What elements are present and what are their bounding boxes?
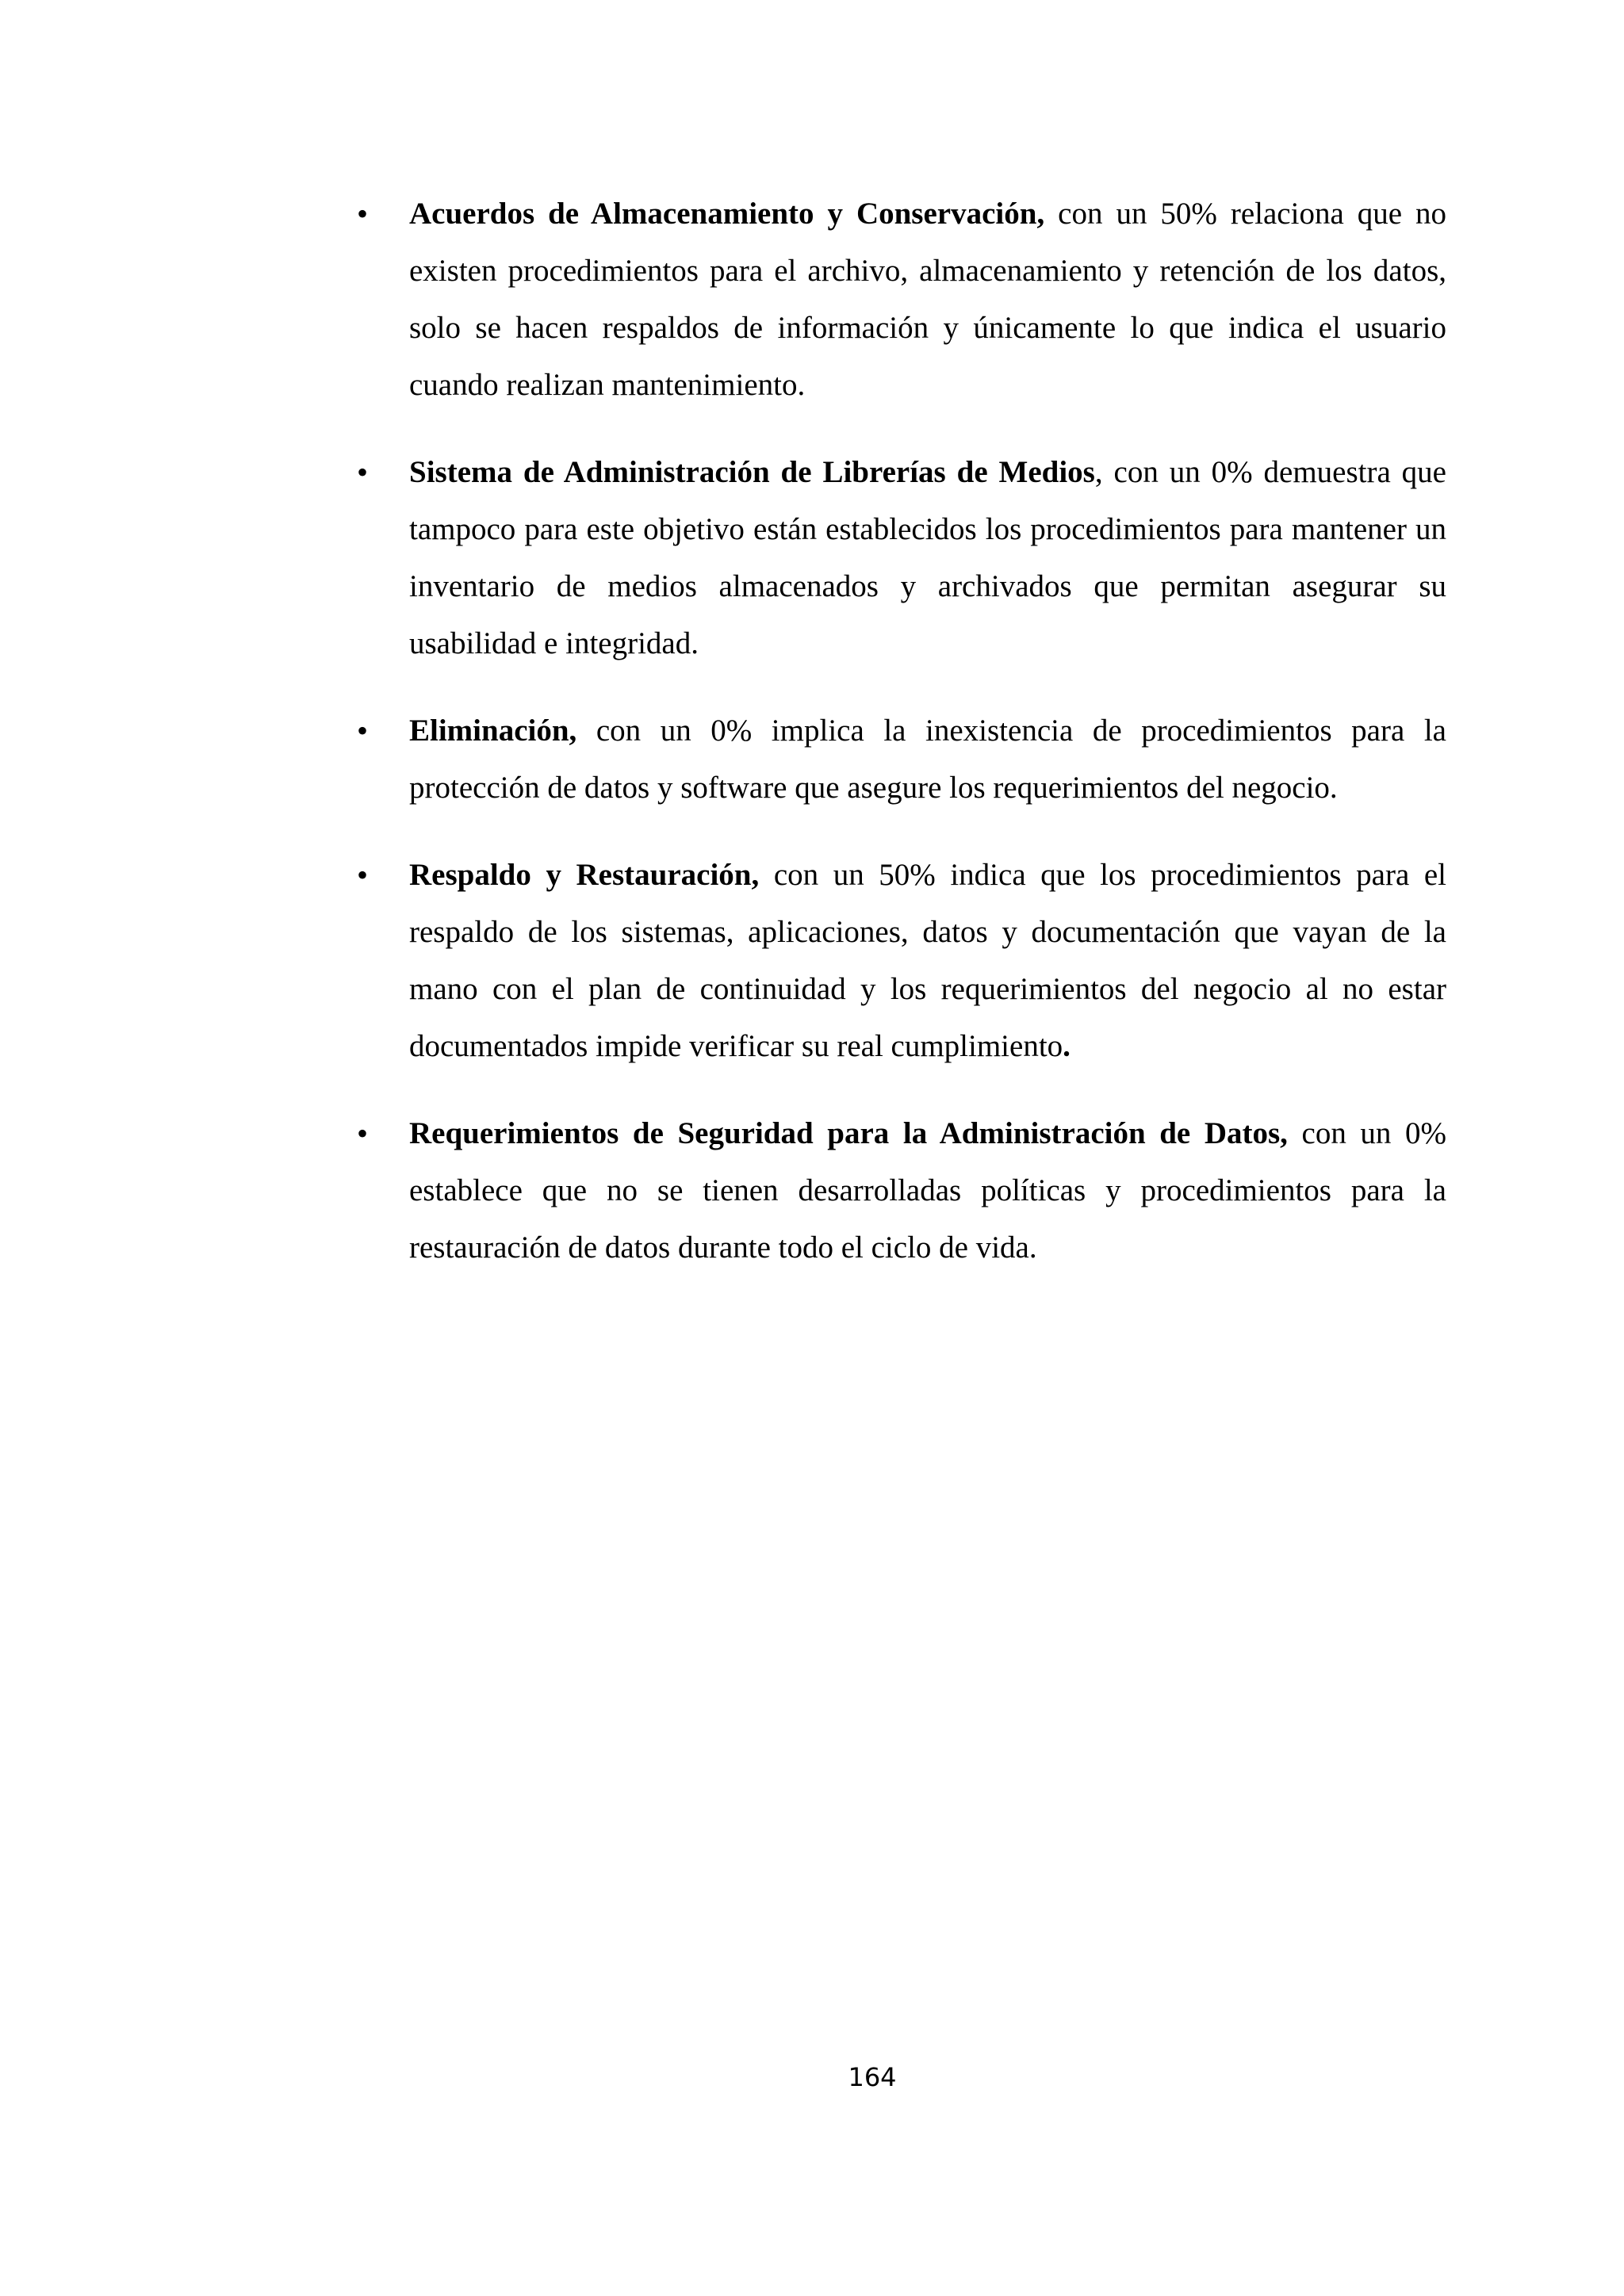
list-item-paragraph	[409, 444, 1446, 672]
list-item-term: Acuerdos de Almacenamiento y Conservación,	[409, 197, 1045, 231]
list-item	[357, 1105, 1446, 1276]
list-item-text: con un 0% implica la inexistencia de procedimientos para la protección de datos y software que asegure los requerimientos del negocio.	[409, 714, 1446, 805]
list-item-text: con un 0% establece que no se tienen desarrolladas políticas y procedimientos para la restauración de datos durante todo el ciclo de vida.	[409, 1116, 1446, 1265]
list-item-paragraph	[409, 186, 1446, 414]
list-item-term: Respaldo y Restauración,	[409, 858, 760, 892]
list-item-tail: .	[1063, 1029, 1071, 1063]
list-item-paragraph	[409, 1105, 1446, 1276]
list-item-term: Eliminación,	[409, 714, 577, 748]
bullet-icon: •	[357, 454, 369, 490]
bullet-icon: •	[357, 1115, 369, 1151]
bullet-icon: •	[357, 857, 369, 893]
bullet-icon: •	[357, 196, 369, 232]
list-item-paragraph	[409, 847, 1446, 1075]
page-content	[357, 186, 1446, 1307]
bullet-icon: •	[357, 713, 369, 748]
list-item-text: , con un 0% demuestra que tampoco para este objetivo están establecidos los procedimientos para mantener un inventario de medios almacenados y archivados que permitan asegurar su usabilidad e integridad.	[409, 455, 1446, 660]
list-item	[357, 186, 1446, 414]
list-item-term: Requerimientos de Seguridad para la Administración de Datos,	[409, 1116, 1288, 1150]
list-item-text: con un 50% indica que los procedimientos para el respaldo de los sistemas, aplicaciones, datos y documentación que vayan de la mano con el plan de continuidad y los requerimientos del negocio al no estar documentados impide verificar su real cumplimiento	[409, 858, 1447, 1063]
list-item	[357, 702, 1446, 817]
list-item-term: Sistema de Administración de Librerías de Medios	[409, 455, 1095, 489]
list-item	[357, 847, 1446, 1075]
list-item-paragraph	[409, 702, 1446, 817]
bullet-list	[357, 186, 1446, 1276]
list-item-text: con un 50% relaciona que no existen procedimientos para el archivo, almacenamiento y retención de los datos, solo se hacen respaldos de información y únicamente lo que indica el usuario cuando realizan mantenimiento.	[409, 197, 1446, 402]
page-number: 164	[848, 2062, 897, 2092]
list-item	[357, 444, 1446, 672]
